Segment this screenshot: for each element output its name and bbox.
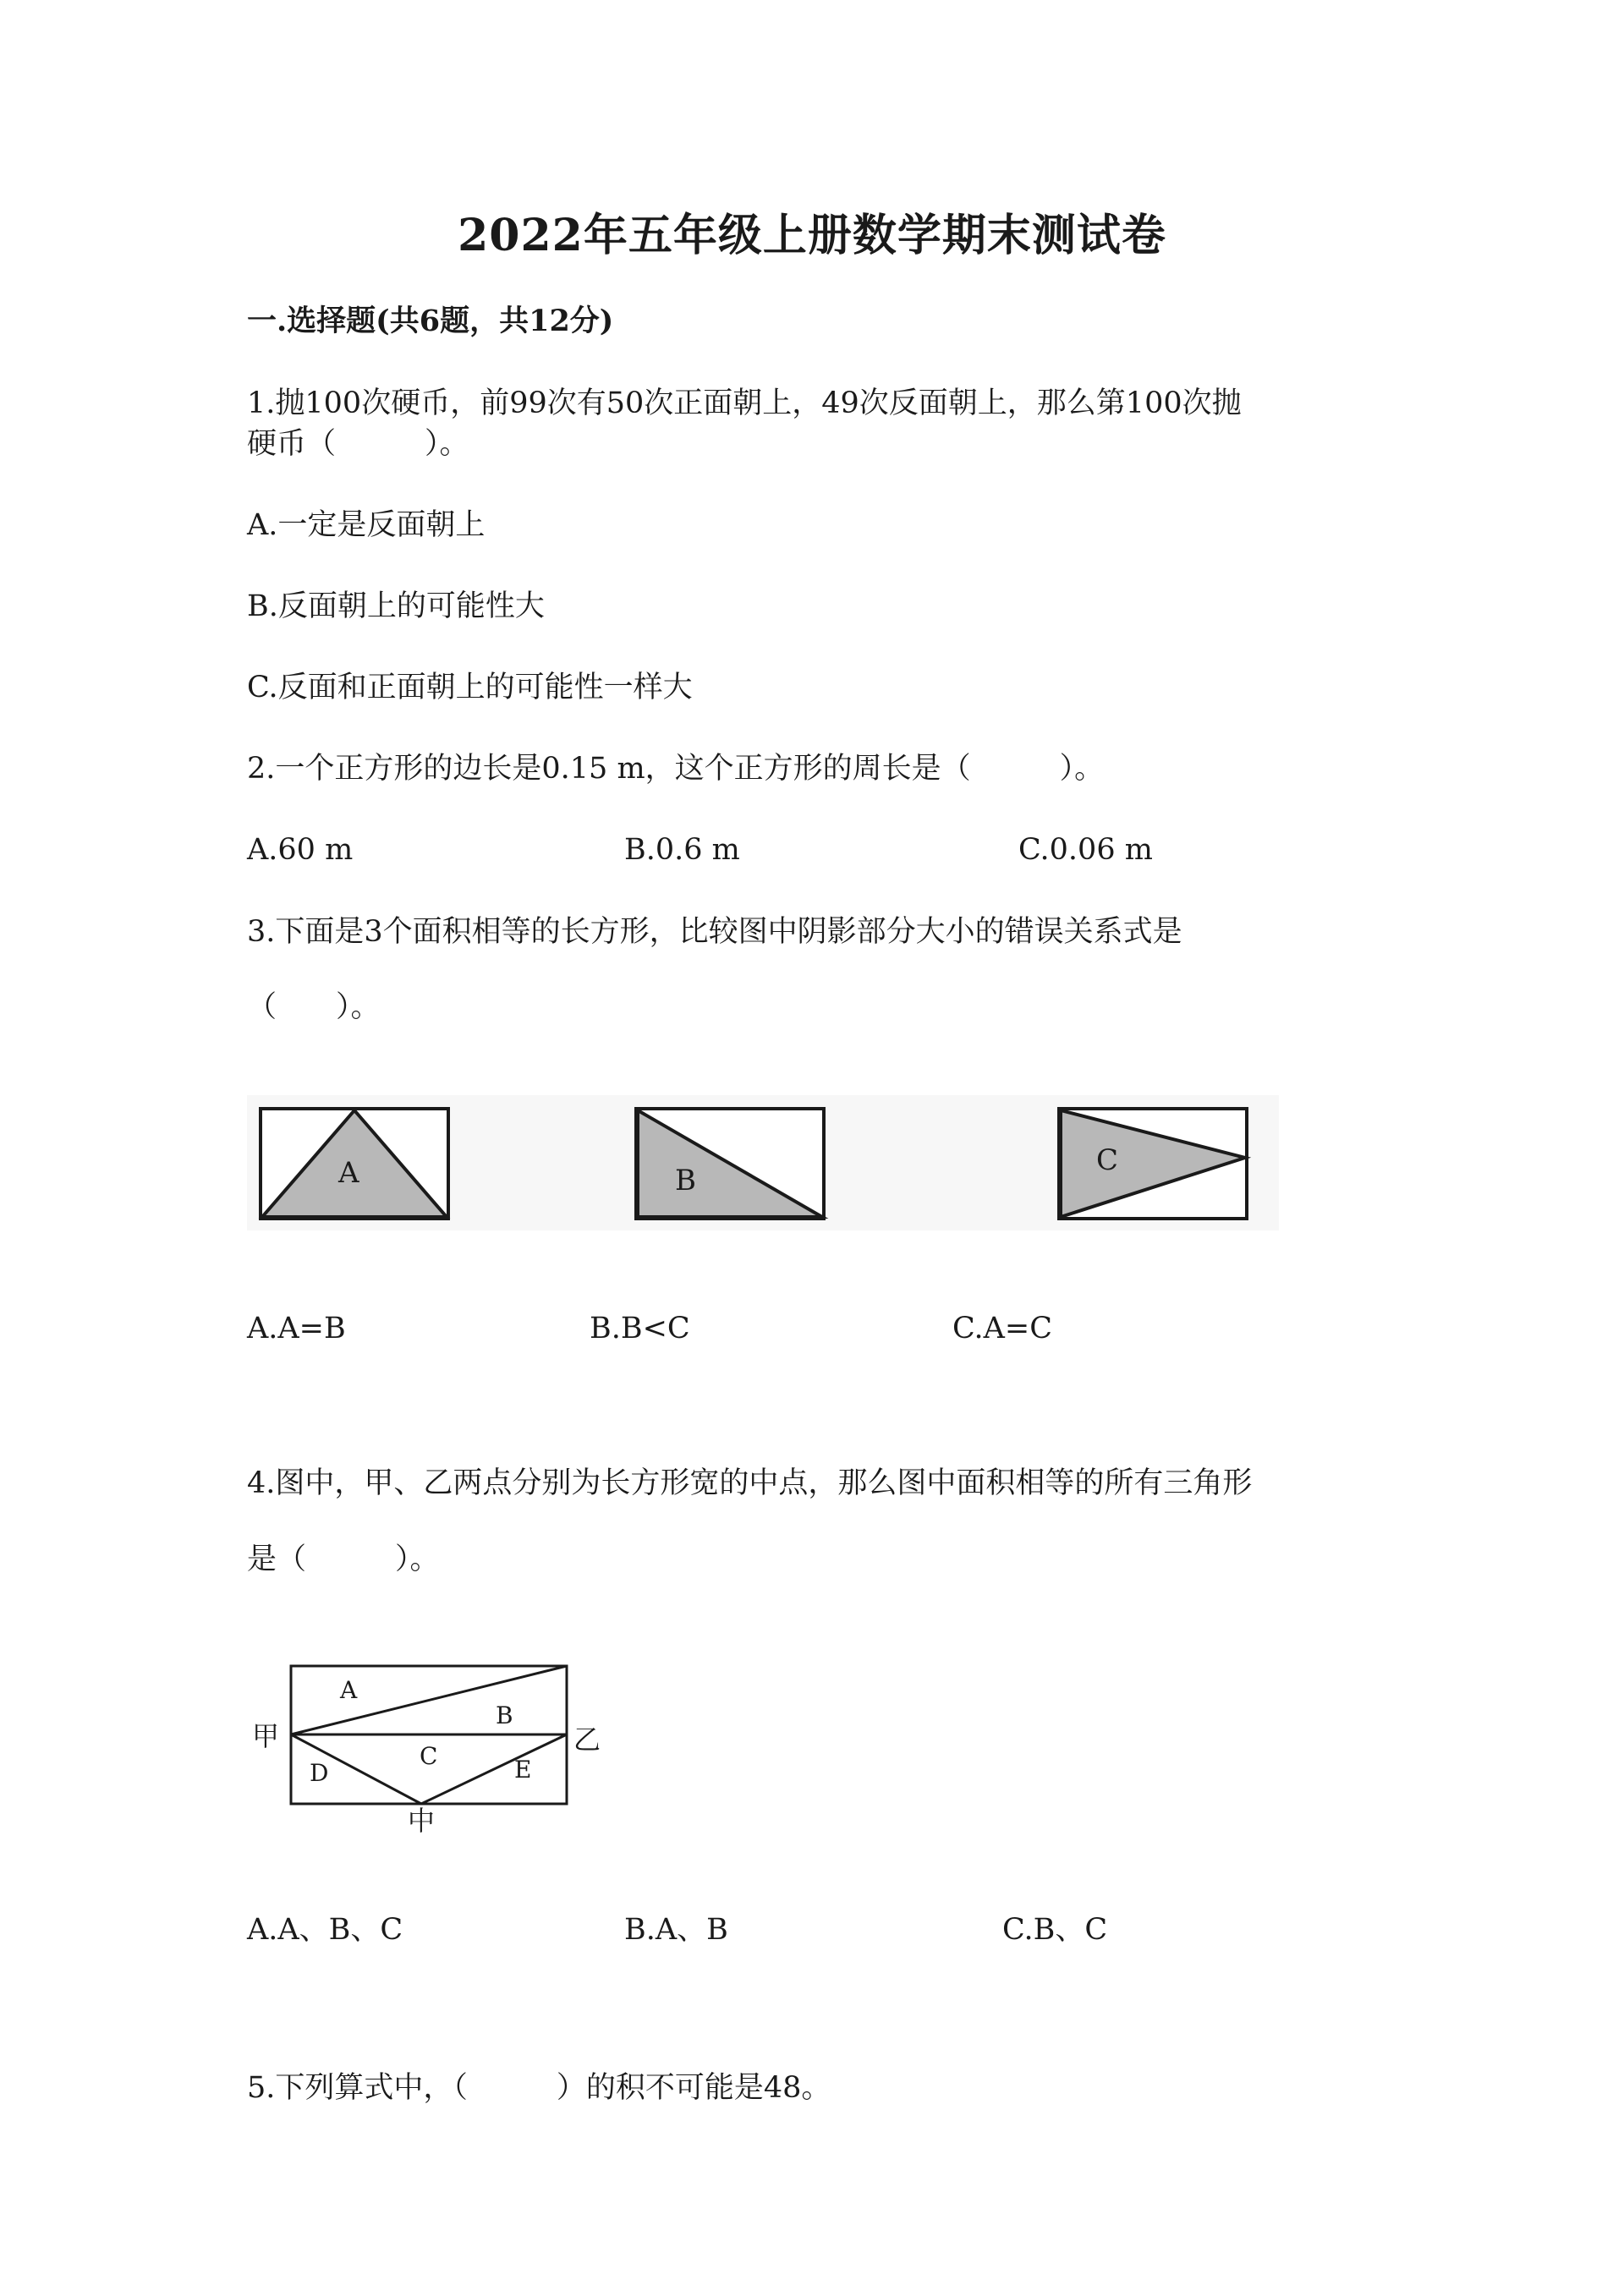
q3-option-c[interactable]: C.A=C — [952, 1312, 1053, 1345]
section-heading: 一.选择题(共6题，共12分) — [247, 304, 614, 338]
q3-label-b: B — [675, 1164, 696, 1197]
q4-point-left: 甲 — [252, 1720, 280, 1752]
q1-option-c[interactable]: C.反面和正面朝上的可能性一样大 — [247, 671, 693, 704]
q4-label-b: B — [496, 1701, 513, 1729]
q3-figure — [247, 1095, 1279, 1230]
q4-point-bottom: 中 — [408, 1805, 436, 1835]
q2-option-b[interactable]: B.0.6 m — [624, 833, 740, 867]
q4-line-right-bottom — [421, 1734, 567, 1804]
q2-option-c[interactable]: C.0.06 m — [1018, 833, 1153, 867]
q4-option-b[interactable]: B.A、B — [624, 1913, 728, 1947]
q3-stem-line1: 3.下面是3个面积相等的长方形，比较图中阴影部分大小的错误关系式是 — [247, 915, 1182, 949]
q5-stem: 5.下列算式中，（ ）的积不可能是48。 — [247, 2071, 831, 2105]
q4-stem-line1: 4.图中，甲、乙两点分别为长方形宽的中点，那么图中面积相等的所有三角形 — [247, 1466, 1253, 1500]
q4-diagonal-top — [291, 1666, 567, 1734]
q4-option-a[interactable]: A.A、B、C — [247, 1913, 403, 1947]
q3-stem-line2: （ ）。 — [247, 990, 381, 1024]
q4-point-right: 乙 — [573, 1723, 601, 1756]
q4-label-a: A — [340, 1676, 358, 1704]
q4-label-d: D — [310, 1759, 329, 1787]
q2-option-a[interactable]: A.60 m — [247, 833, 354, 867]
q4-option-c[interactable]: C.B、C — [1002, 1913, 1108, 1947]
q4-stem-line2: 是（ ）。 — [247, 1543, 440, 1576]
q3-label-a: A — [338, 1156, 359, 1190]
q4-figure — [245, 1649, 617, 1835]
q2-stem: 2.一个正方形的边长是0.15 m，这个正方形的周长是（ ）。 — [247, 752, 1105, 786]
page-title: 2022年五年级上册数学期末测试卷 — [458, 210, 1166, 261]
q3-option-a[interactable]: A.A=B — [247, 1312, 346, 1345]
q3-label-c: C — [1096, 1143, 1119, 1177]
q1-option-a[interactable]: A.一定是反面朝上 — [247, 508, 486, 542]
q4-label-c: C — [420, 1742, 438, 1770]
q4-label-e: E — [514, 1756, 532, 1784]
q1-stem-line2: 硬币（ ）。 — [247, 427, 469, 461]
q1-option-b[interactable]: B.反面朝上的可能性大 — [247, 589, 545, 623]
q3-option-b[interactable]: B.B<C — [590, 1312, 690, 1345]
q1-stem-line1: 1.抛100次硬币，前99次有50次正面朝上，49次反面朝上，那么第100次抛 — [247, 386, 1242, 420]
